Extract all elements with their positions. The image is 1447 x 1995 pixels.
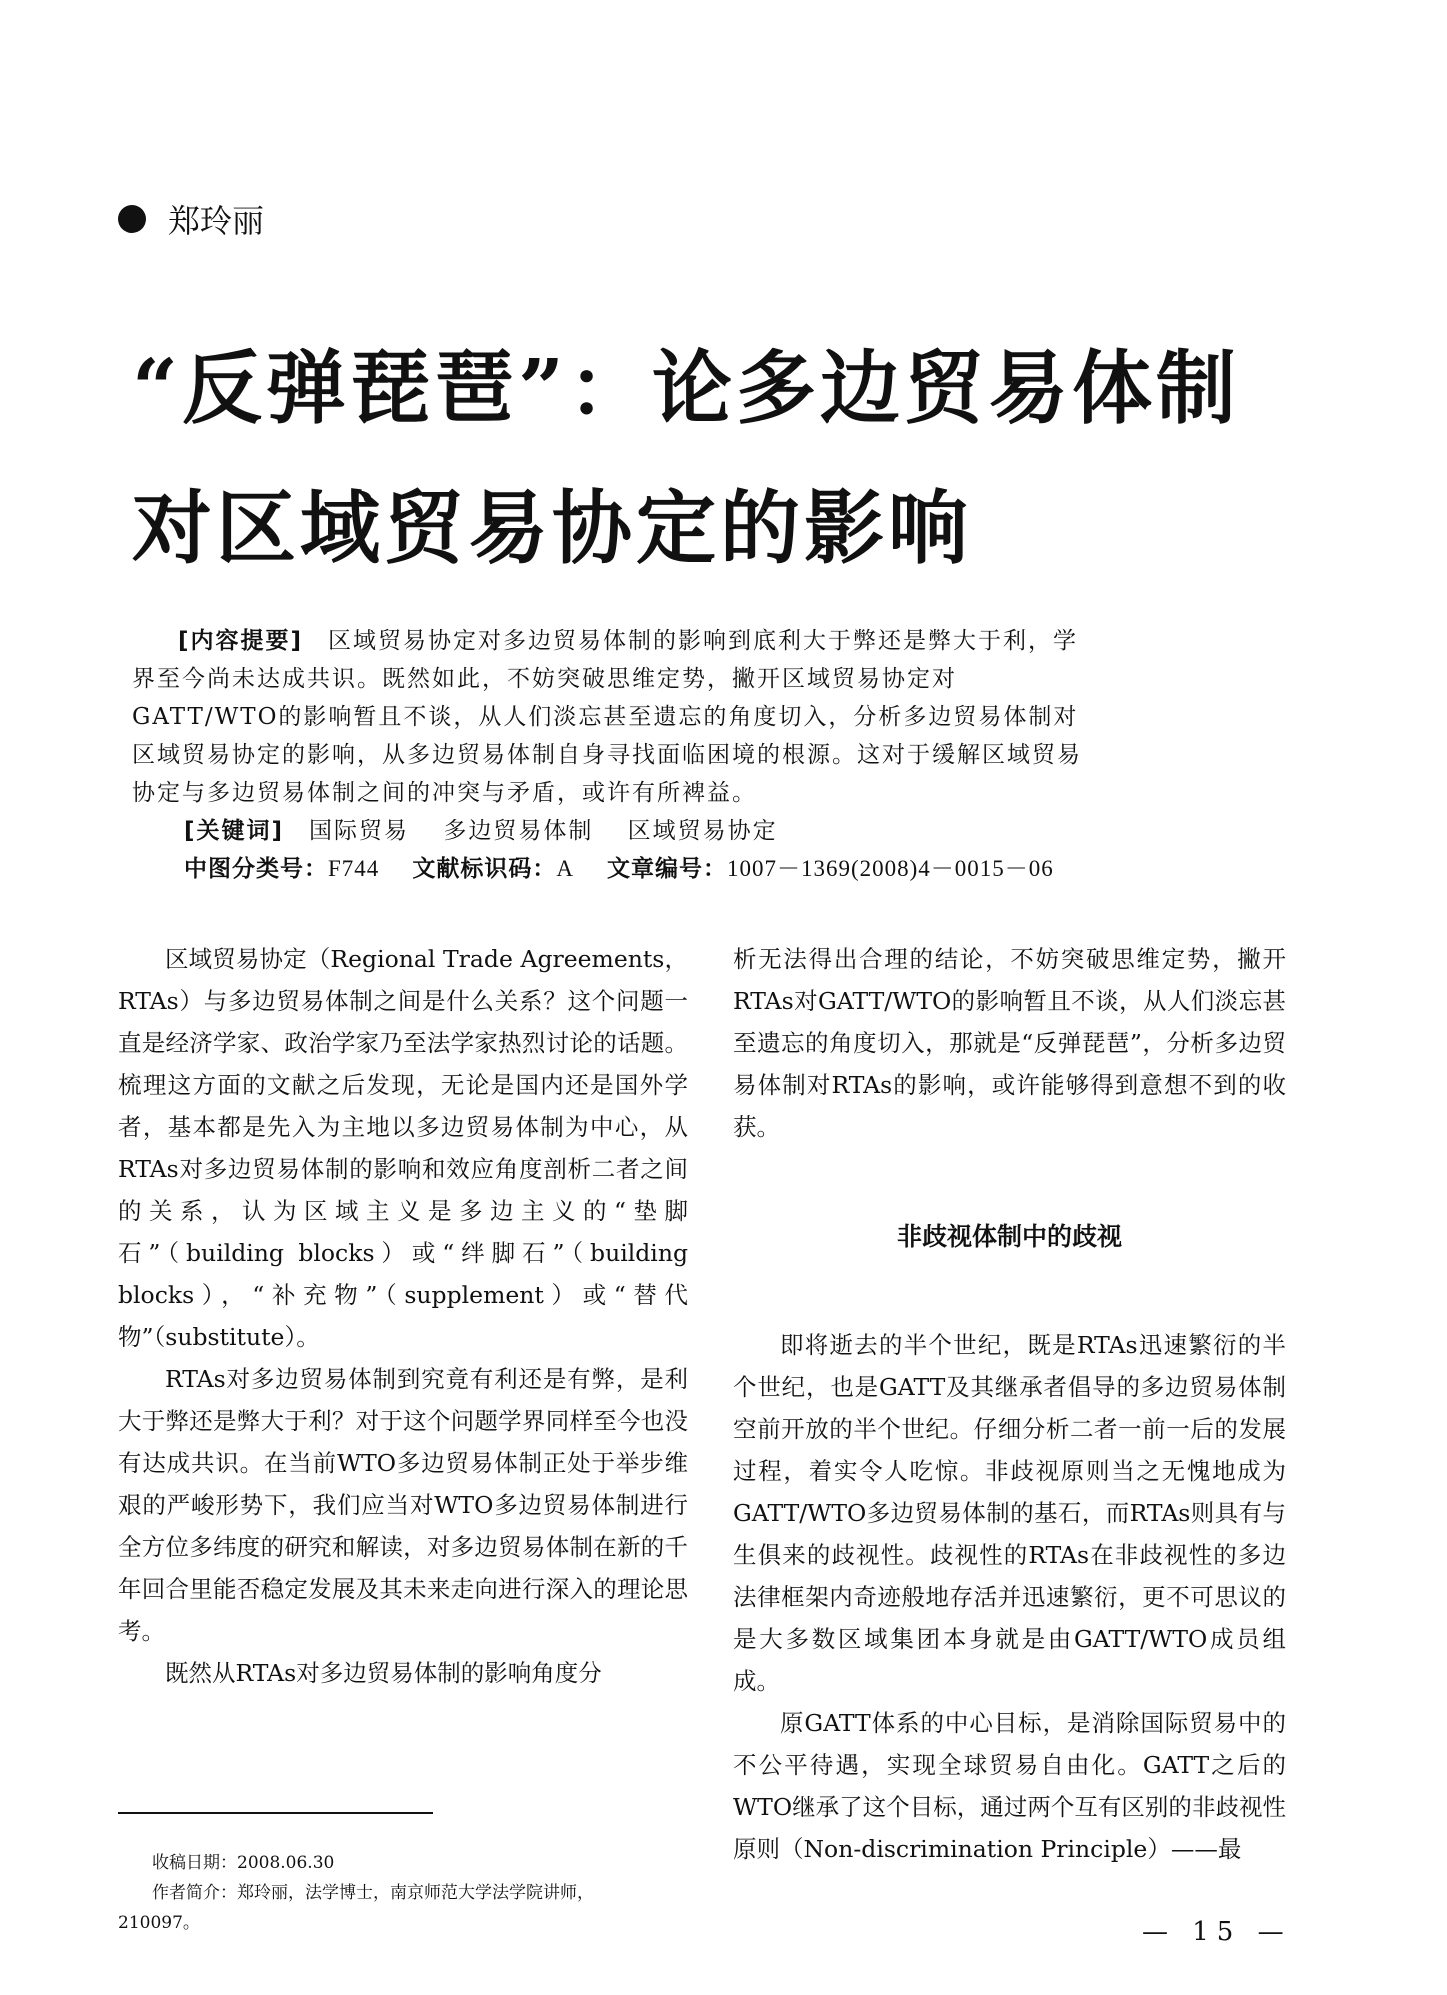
title-line-2: 对区域贸易协定的影响 xyxy=(132,481,972,575)
footnote-divider xyxy=(118,1812,433,1814)
keywords-label: [关键词] xyxy=(184,818,285,844)
clc-label: 中图分类号： xyxy=(184,856,328,882)
article-number-value: 1007－1369(2008)4－0015－06 xyxy=(726,856,1054,881)
received-date: 收稿日期：2008.06.30 xyxy=(152,1853,335,1873)
body-paragraph: RTAs对多边贸易体制到究竟有利还是有弊，是利大于弊还是弊大于利？对于这个问题学界同样至今也没有达成共识。在当前WTO多边贸易体制正处于举步维艰的严峻形势下，我们应当对WTO多边贸易体制进行全方位多纬度的研究和解读，对多边贸易体制在新的千年回合里能否稳定发展及其未来走向进行深入的理论思考。 xyxy=(118,1365,688,1645)
keywords-items: 国际贸易 多边贸易体制 区域贸易协定 xyxy=(309,818,778,844)
body-paragraph: 区域贸易协定（Regional Trade Agreements，RTAs）与多边贸易体制之间是什么关系？这个问题一直是经济学家、政治学家乃至法学家热烈讨论的话题。梳理这方面的文献之后发现，无论是国内还是国外学者，基本都是先入为主地以多边贸易体制为中心，从RTAs对多边贸易体制的影响和效应角度剖析二者之间的关系，认为区域主义是多边主义的“垫脚石”（building blocks）或“绊脚石”（building blocks），“补充物”（supplement）或“替代物”（substitute）。 xyxy=(118,945,688,1351)
classification-line xyxy=(132,850,1092,888)
doc-code-value: A xyxy=(556,856,574,881)
author-name: 郑玲丽 xyxy=(168,202,265,240)
footnotes xyxy=(118,1848,678,1938)
left-column xyxy=(118,938,688,1694)
author-byline xyxy=(118,196,264,242)
clc-value: F744 xyxy=(328,856,380,881)
abstract-label: [内容提要] xyxy=(178,628,304,654)
abstract-block xyxy=(132,622,1092,888)
author-intro: 作者简介：郑玲丽，法学博士，南京师范大学法学院讲师， xyxy=(152,1883,594,1903)
section-heading: 非歧视体制中的歧视 xyxy=(896,1222,1122,1251)
right-column xyxy=(733,938,1286,1870)
body-paragraph: 即将逝去的半个世纪，既是RTAs迅速繁衍的半个世纪，也是GATT及其继承者倡导的多边贸易体制空前开放的半个世纪。仔细分析二者一前一后的发展过程，着实令人吃惊。非歧视原则当之无愧地成为GATT/WTO多边贸易体制的基石，而RTAs则具有与生俱来的歧视性。歧视性的RTAs在非歧视性的多边法律框架内奇迹般地存活并迅速繁衍，更不可思议的是大多数区域集团本身就是由GATT/WTO成员组成。 xyxy=(733,1331,1286,1695)
author-postcode: 210097。 xyxy=(118,1913,200,1933)
abstract-text: 区域贸易协定对多边贸易体制的影响到底利大于弊还是弊大于利，学界至今尚未达成共识。既然如此，不妨突破思维定势，撇开区域贸易协定对GATT/WTO的影响暂且不谈，从人们淡忘甚至遗忘的角度切入，分析多边贸易体制对区域贸易协定的影响，从多边贸易体制自身寻找面临困境的根源。这对于缓解区域贸易协定与多边贸易体制之间的冲突与矛盾，或许有所裨益。 xyxy=(132,628,1082,806)
title-line-1: “反弹琵琶”：论多边贸易体制 xyxy=(132,341,1241,435)
page-number: — 15 — xyxy=(1142,1917,1292,1947)
keywords xyxy=(132,812,1092,850)
article-number-label: 文章编号： xyxy=(606,856,727,882)
bullet-dot-icon xyxy=(118,205,146,233)
body-paragraph: 原GATT体系的中心目标，是消除国际贸易中的不公平待遇，实现全球贸易自由化。GATT之后的WTO继承了这个目标，通过两个互有区别的非歧视性原则（Non-discrimination Principle）——最 xyxy=(733,1709,1286,1863)
body-paragraph: 既然从RTAs对多边贸易体制的影响角度分 xyxy=(165,1659,602,1687)
abstract xyxy=(132,622,1092,812)
body-paragraph-continuation: 析无法得出合理的结论，不妨突破思维定势，撇开RTAs对GATT/WTO的影响暂且不谈，从人们淡忘甚至遗忘的角度切入，那就是“反弹琵琶”，分析多边贸易体制对RTAs的影响，或许能够得到意想不到的收获。 xyxy=(733,945,1286,1141)
article-title xyxy=(132,318,1240,598)
doc-code-label: 文献标识码： xyxy=(412,856,557,882)
